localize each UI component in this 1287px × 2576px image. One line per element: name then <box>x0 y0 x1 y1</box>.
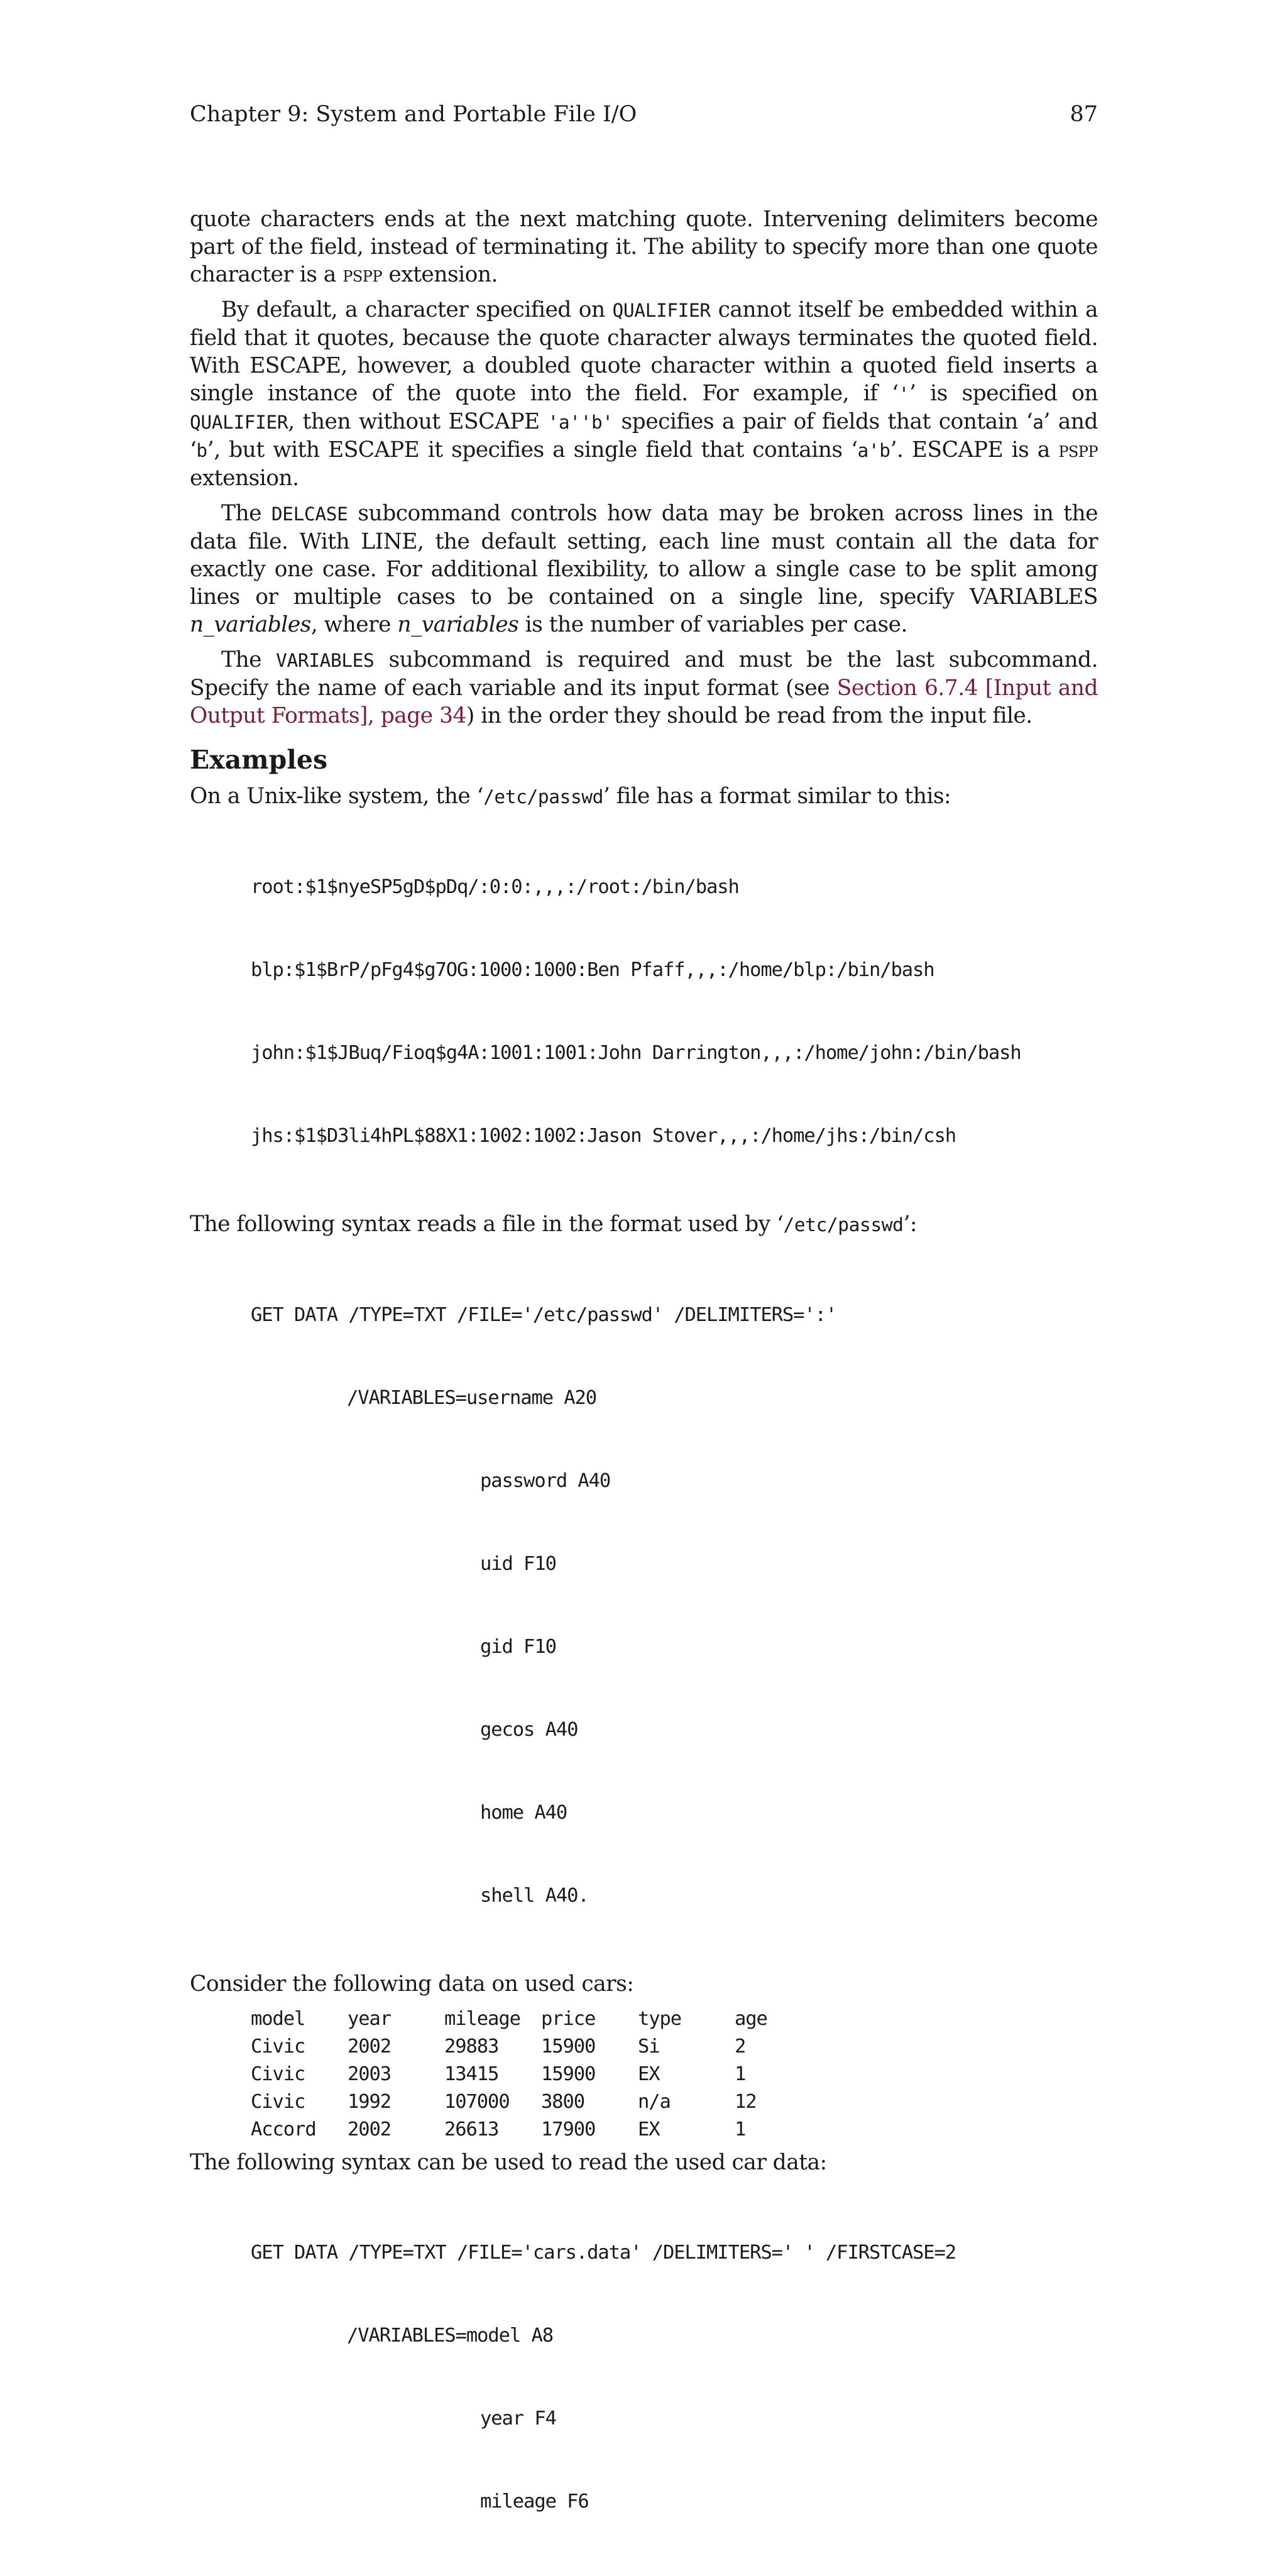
table-cell: 2 <box>735 2036 746 2058</box>
table-cell: 15900 <box>541 2063 596 2085</box>
examples-heading: Examples <box>190 745 328 775</box>
code-line: blp:$1$BrP/pFg4$g7OG:1000:1000:Ben Pfaff,,,:/home/blp:/bin/bash <box>251 959 934 981</box>
table-header-cell: price <box>541 2008 596 2030</box>
chapter-title: Chapter 9: System and Portable File I/O <box>190 102 637 127</box>
table-cell: 1 <box>735 2063 746 2085</box>
cars-syntax-code <box>251 2184 1098 2571</box>
paragraph-cars-intro: Consider the following data on used cars: <box>190 1971 634 1997</box>
code-line: password A40 <box>480 1470 611 1492</box>
table-cell: 2003 <box>348 2063 392 2085</box>
code-line: /VARIABLES=model A8 <box>347 2325 553 2347</box>
paragraph-quote-chars: quote characters ends at the next matching quote. Intervening delimiters become part of the field, instead of terminating it. The ability to specify more than one quote character is a pspp extension. <box>190 207 1098 287</box>
paragraph-escape: By default, a character specified on QUALIFIER cannot itself be embedded within a field that it quotes, because the quote character always terminates the quoted field. With ESCAPE, however, a doubled quote character within a quoted field inserts a single instance of the quote into the field. For example, if ‘'’ is specified on QUALIFIER, then without ESCAPE 'a''b' specifies a pair of fields that contain ‘a’ and ‘b’, but with ESCAPE it specifies a single field that contains ‘a'b’. ESCAPE is a pspp extension. <box>190 297 1098 491</box>
table-cell: 17900 <box>541 2118 596 2140</box>
code-line: year F4 <box>480 2408 556 2430</box>
code-line: gid F10 <box>480 1636 556 1658</box>
table-cell: 2002 <box>348 2118 392 2140</box>
page-number: 87 <box>1070 102 1098 127</box>
code-line: uid F10 <box>480 1553 556 1575</box>
body-text <box>190 206 1098 2576</box>
table-cell: Accord <box>251 2118 316 2140</box>
table-cell: n/a <box>638 2091 671 2113</box>
paragraph-variables: The VARIABLES subcommand is required and must be the last subcommand. Specify the name of each variable and its input format (see Section 6.7.4 [Input and Output Formats], page 34) in the order they should be read from the input file. <box>190 647 1098 728</box>
table-header-cell: mileage <box>444 2008 520 2030</box>
code-line: gecos A40 <box>480 1719 578 1741</box>
passwd-example-code <box>251 818 1098 1205</box>
table-cell: 3800 <box>541 2091 585 2113</box>
table-header-cell: year <box>348 2008 392 2030</box>
table-cell: 29883 <box>444 2036 499 2058</box>
table-header-cell: age <box>735 2008 767 2030</box>
table-cell: 107000 <box>444 2091 510 2113</box>
table-cell: 12 <box>735 2091 757 2113</box>
table-cell: 1992 <box>348 2091 392 2113</box>
code-line: mileage F6 <box>480 2491 589 2513</box>
table-cell: 1 <box>735 2118 746 2140</box>
code-line: john:$1$JBuq/Fioq$g4A:1001:1001:John Darrington,,,:/home/john:/bin/bash <box>251 1042 1021 1064</box>
table-cell: EX <box>638 2063 660 2085</box>
table-cell: Civic <box>251 2091 305 2113</box>
table-cell: 15900 <box>541 2036 596 2058</box>
code-line: root:$1$nyeSP5gD$pDq/:0:0:,,,:/root:/bin/bash <box>251 876 739 898</box>
used-cars-table <box>251 2005 797 2144</box>
table-cell: Civic <box>251 2036 305 2058</box>
table-cell: Civic <box>251 2063 305 2085</box>
table-cell: 26613 <box>444 2118 499 2140</box>
table-cell: Si <box>638 2036 660 2058</box>
table-cell: EX <box>638 2118 660 2140</box>
paragraph-cars-syntax-intro: The following syntax can be used to read the used car data: <box>190 2150 827 2175</box>
paragraph-delcase: The DELCASE subcommand controls how data may be broken across lines in the data file. With LINE, the default setting, each line must contain all the data for exactly one case. For additional flexibility, to allow a single case to be split among lines or multiple cases to be contained on a single line, specify VARIABLES n_variables, where n_variables is the number of variables per case. <box>190 501 1098 637</box>
table-cell: 2002 <box>348 2036 392 2058</box>
table-header-row <box>251 2005 797 2033</box>
code-line: shell A40. <box>480 1885 589 1907</box>
table-cell: 13415 <box>444 2063 499 2085</box>
cross-reference-link[interactable]: Section 6.7.4 [Input and Output Formats], page 34 <box>190 676 1098 728</box>
paragraph-syntax-intro: The following syntax reads a file in the format used by ‘/etc/passwd’: <box>190 1212 917 1237</box>
passwd-syntax-code <box>251 1246 1098 1965</box>
code-line: jhs:$1$D3li4hPL$88X1:1002:1002:Jason Stover,,,:/home/jhs:/bin/csh <box>251 1125 956 1147</box>
table-row <box>251 2033 797 2061</box>
table-row <box>251 2088 797 2116</box>
table-row <box>251 2061 797 2088</box>
table-header-cell: type <box>638 2008 682 2030</box>
table-row <box>251 2116 797 2144</box>
code-line: home A40 <box>480 1802 567 1824</box>
code-line: GET DATA /TYPE=TXT /FILE='/etc/passwd' /DELIMITERS=':' <box>251 1304 837 1326</box>
table-header-cell: model <box>251 2008 305 2030</box>
code-line: /VARIABLES=username A20 <box>347 1387 597 1409</box>
paragraph-passwd-intro: On a Unix-like system, the ‘/etc/passwd’ file has a format similar to this: <box>190 784 951 809</box>
code-line: GET DATA /TYPE=TXT /FILE='cars.data' /DELIMITERS=' ' /FIRSTCASE=2 <box>251 2242 956 2264</box>
